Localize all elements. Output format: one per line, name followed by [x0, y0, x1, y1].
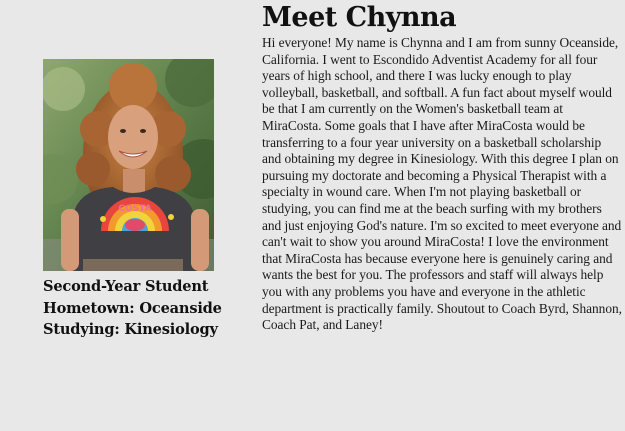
student-caption [43, 276, 253, 341]
student-major: Studying: Kinesiology [43, 321, 218, 338]
student-photo [43, 59, 214, 271]
page-title: Meet Chynna [262, 2, 457, 33]
student-portrait-icon [43, 59, 214, 271]
svg-text:COSTA: COSTA [118, 204, 152, 214]
student-hometown: Hometown: Oceanside [43, 299, 222, 317]
student-year: Second-Year Student [43, 278, 209, 295]
student-bio: Hi everyone! My name is Chynna and I am from sunny Oceanside, California. I went to Escondido Adventist Academy for all four years of high school, and there I was lucky enough to play volleyball, basketball, and softball. A fun fact about myself would be that I am currently on the Women's basketball team at MiraCosta. Some goals that I have after MiraCosta would be transferring to a four year university on a basketball scholarship and obtaining my degree in Kinesiology. With this degree I plan on pursuing my doctorate and becoming a Physical Therapist with a specialty in wound care. When I'm not playing basketball or studying, you can find me at the beach surfing with my brothers and just enjoying God's nature. I'm so excited to meet everyone and can't wait to show you around MiraCosta! I love the environment that MiraCosta has because everyone here is genuinely caring and wants the best for you. The professors and staff will always help you with any problems you have and everyone in the athletic department is practically family. Shoutout to Coach Byrd, Shannon, Coach Pat, and Laney! [262, 35, 622, 333]
